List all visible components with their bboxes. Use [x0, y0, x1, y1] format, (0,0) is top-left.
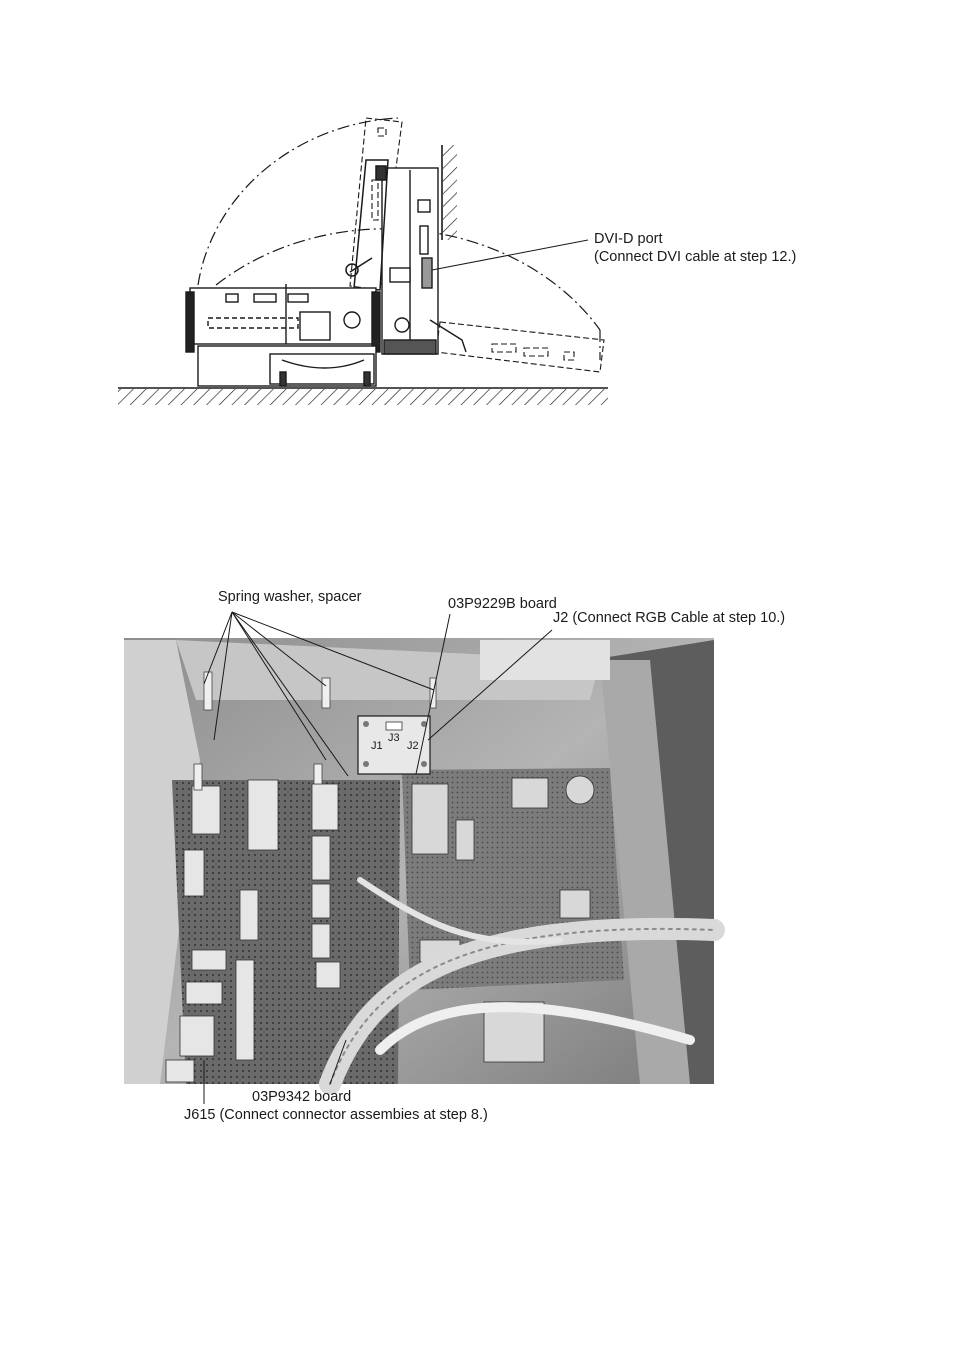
inset-label-j2: J2	[407, 740, 419, 752]
board-03p9229b-callout: 03P9229B board	[448, 596, 557, 612]
j2-rgb-callout: J2 (Connect RGB Cable at step 10.)	[553, 610, 786, 626]
inset-label-j3: J3	[388, 732, 400, 744]
board-03p9342-callout: 03P9342 board	[252, 1089, 352, 1105]
spring-washer-callout: Spring washer, spacer	[218, 589, 362, 605]
dvi-step-note: (Connect DVI cable at step 12.)	[594, 249, 797, 265]
j615-callout: J615 (Connect connector assembies at step 8.)	[184, 1107, 488, 1123]
inset-label-j1: J1	[371, 740, 383, 752]
dvi-port-label: DVI-D port	[594, 231, 663, 247]
